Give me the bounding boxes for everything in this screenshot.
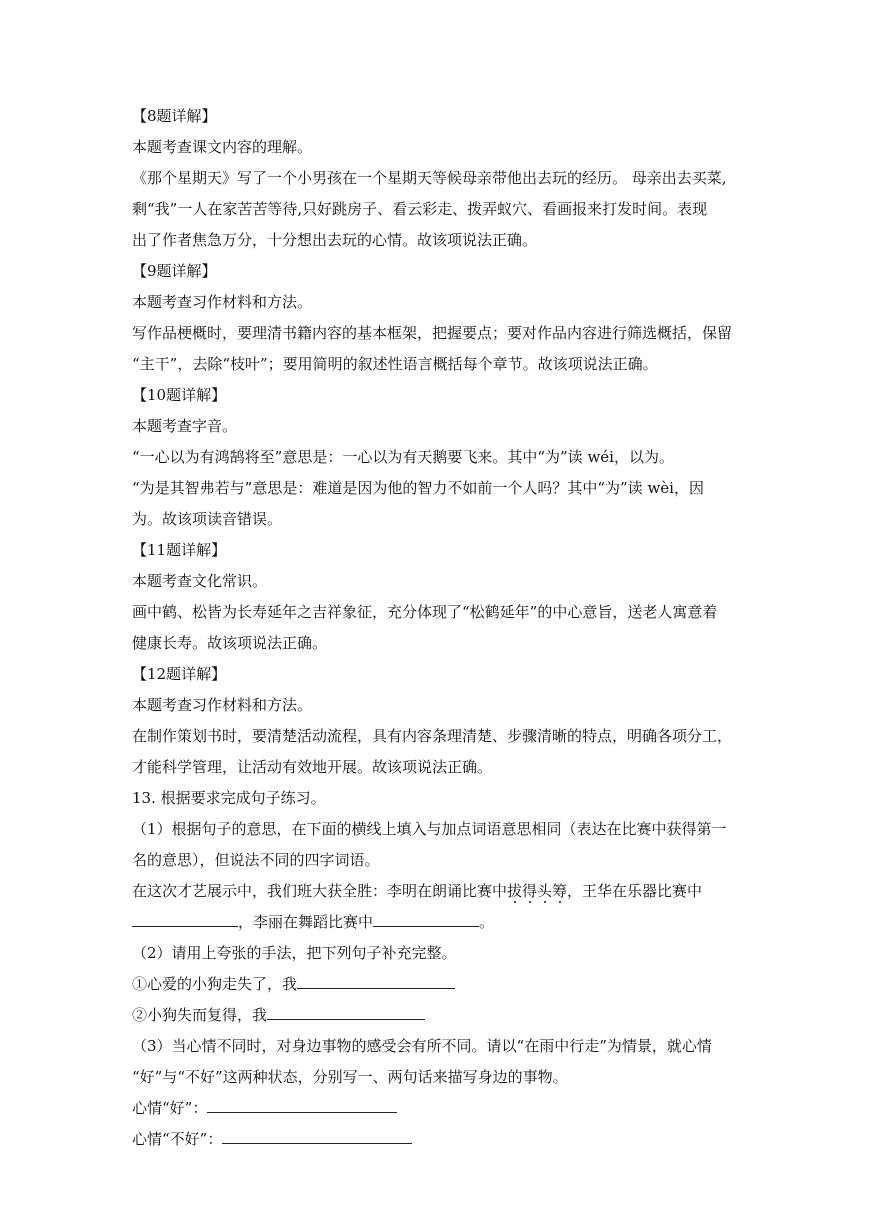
blank-mid-text: ，李丽在舞蹈比赛中	[238, 913, 374, 931]
q11-line3: 健康长寿。故该项说法正确。	[132, 634, 328, 652]
dotted-word-text: 拔得头筹	[507, 882, 568, 900]
q11-heading: 【11题详解】	[132, 541, 227, 559]
answer-blank-item2[interactable]	[267, 1003, 425, 1020]
sentence-prefix: 在这次才艺展示中，我们班大获全胜：李明在朗诵比赛中	[132, 882, 508, 900]
q10-line2: “一心以为有鸿鹄将至”意思是：一心以为有天鹅要飞来。其中“为”读 wéi，以为。	[132, 448, 674, 466]
q11-line2: 画中鹤、松皆为长寿延年之吉祥象征，充分体现了“松鹤延年”的中心意旨，送老人寓意着	[132, 603, 718, 621]
answer-blank-bad[interactable]	[222, 1127, 412, 1144]
answer-blank-item1[interactable]	[297, 972, 455, 989]
q13-part2-item1	[132, 972, 742, 996]
q13-part1-sentence	[132, 879, 742, 903]
q12-line2: 在制作策划书时，要清楚活动流程，具有内容条理清楚、步骤清晰的特点，明确各项分工，	[132, 727, 733, 745]
answer-blank-2[interactable]	[373, 910, 479, 927]
q10-line1: 本题考查字音。	[132, 417, 238, 435]
q8-line3: 剩“我”一人在家苦苦等待,只好跳房子、看云彩走、拨弄蚁穴、看画报来打发时间。表现	[132, 200, 708, 218]
item1-text: ①心爱的小狗走失了，我	[132, 975, 298, 993]
good-mood-label: 心情“好”：	[132, 1099, 208, 1117]
q12-line1: 本题考查习作材料和方法。	[132, 696, 313, 714]
q8-line4: 出了作者焦急万分，十分想出去玩的心情。故该项说法正确。	[132, 231, 538, 249]
q13-part3-good	[132, 1096, 742, 1120]
answer-blank-1[interactable]	[132, 910, 238, 927]
q10-line3: “为是其智弗若与”意思是：难道是因为他的智力不如前一个人吗？其中“为”读 wèi，因	[132, 479, 704, 497]
q13-part1-blanks-line	[132, 910, 742, 934]
item2-text: ②小狗失而复得，我	[132, 1006, 268, 1024]
q10-line4: 为。故该项读音错误。	[132, 510, 283, 528]
q13-part2-title: （2）请用上夸张的手法，把下列句子补充完整。	[132, 944, 457, 962]
q8-line2: 《那个星期天》写了一个小男孩在一个星期天等候母亲带他出去玩的经历。 母亲出去买菜,	[132, 169, 727, 187]
q13-part3-line1: （3）当心情不同时，对身边事物的感受会有所不同。请以“在雨中行走”为情景，就心情	[132, 1037, 712, 1055]
q13-part2-item2	[132, 1003, 742, 1027]
q13-part3-bad	[132, 1127, 742, 1151]
bad-mood-label: 心情“不好”：	[132, 1130, 223, 1148]
q13-part1-line1: （1）根据句子的意思，在下面的横线上填入与加点词语意思相同（表达在比赛中获得第一	[132, 820, 727, 838]
emphasis-dots	[507, 901, 567, 905]
answer-blank-good[interactable]	[207, 1096, 397, 1113]
q13-part1-line2: 名的意思），但说法不同的四字词语。	[132, 851, 380, 869]
dotted-emphasis-word	[507, 882, 567, 900]
q9-heading: 【9题详解】	[132, 262, 217, 280]
q9-line2: 写作品梗概时，要理清书籍内容的基本框架，把握要点；要对作品内容进行筛选概括，保留	[132, 324, 733, 342]
q12-line3: 才能科学管理，让活动有效地开展。故该项说法正确。	[132, 758, 493, 776]
sentence-suffix: ，王华在乐器比赛中	[567, 882, 703, 900]
q9-line3: “主干”，去除“枝叶”；要用简明的叙述性语言概括每个章节。故该项说法正确。	[132, 355, 658, 373]
q8-line1: 本题考查课文内容的理解。	[132, 138, 313, 156]
q13-part3-line2: “好”与“不好”这两种状态，分别写一、两句话来描写身边的事物。	[132, 1068, 568, 1086]
q10-heading: 【10题详解】	[132, 386, 227, 404]
q9-line1: 本题考查习作材料和方法。	[132, 293, 313, 311]
q12-heading: 【12题详解】	[132, 665, 227, 683]
blank-end-text: 。	[479, 913, 495, 931]
q8-heading: 【8题详解】	[132, 107, 217, 125]
q13-title: 13. 根据要求完成句子练习。	[132, 789, 326, 807]
q11-line1: 本题考查文化常识。	[132, 572, 268, 590]
